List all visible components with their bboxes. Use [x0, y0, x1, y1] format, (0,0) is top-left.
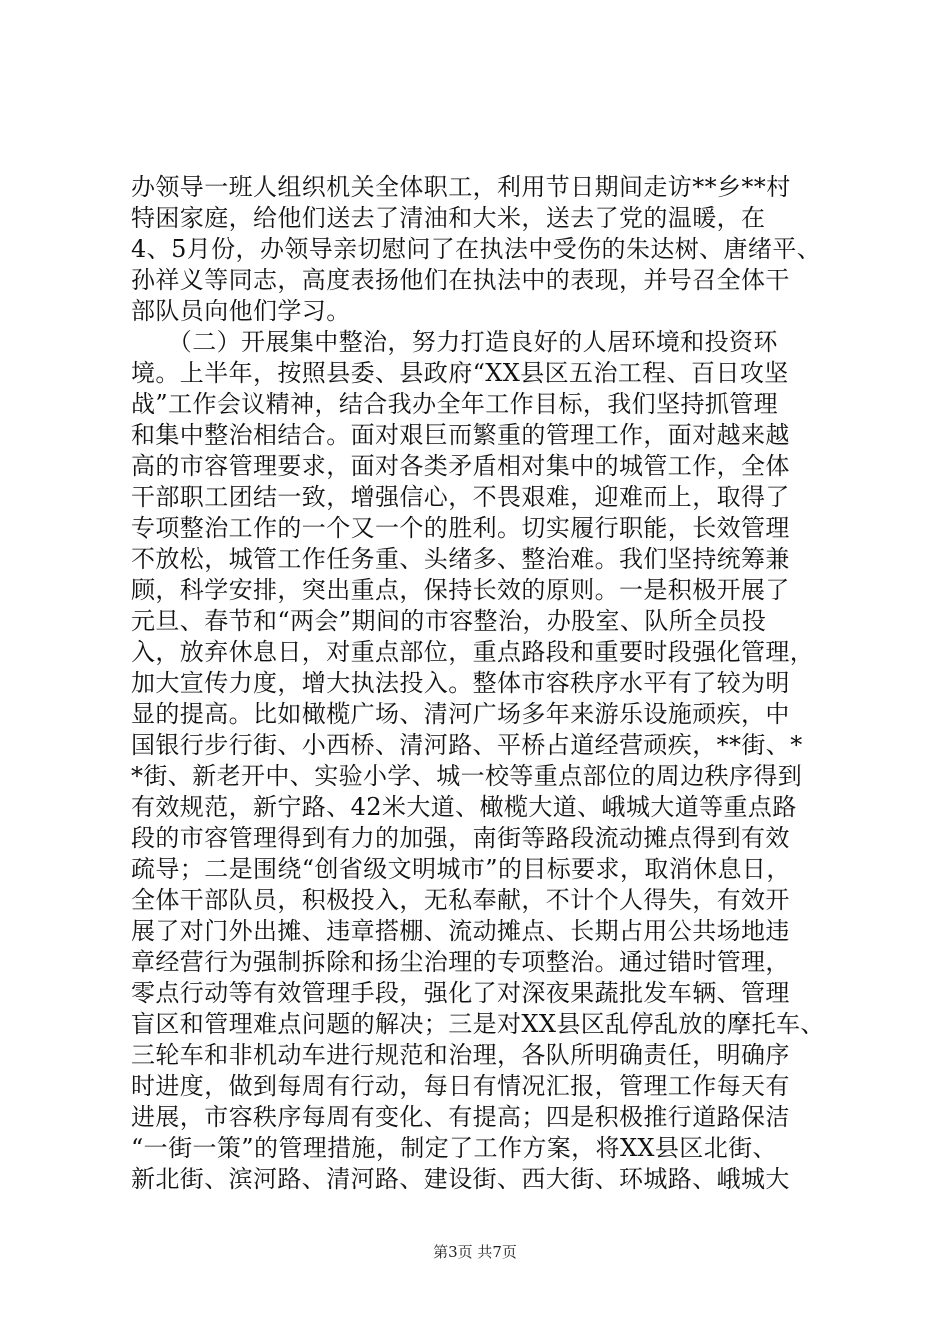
text-line: 特困家庭，给他们送去了清油和大米，送去了党的温暖，在 — [131, 204, 766, 232]
text-line: 新北街、滨河路、清河路、建设街、西大街、环城路、峨城大 — [131, 1165, 790, 1193]
text-line: 进展，市容秩序每周有变化、有提高；四是积极推行道路保洁 — [131, 1103, 790, 1131]
text-line: 部队员向他们学习。 — [131, 297, 351, 325]
text-line: 入，放弃休息日，对重点部位，重点路段和重要时段强化管理， — [131, 638, 815, 666]
text-line: 加大宣传力度，增大执法投入。整体市容秩序水平有了较为明 — [131, 669, 790, 697]
text-line: 展了对门外出摊、违章搭棚、流动摊点、长期占用公共场地违 — [131, 917, 790, 945]
text-line: （二）开展集中整治，努力打造良好的人居环境和投资环 — [131, 328, 778, 356]
text-line: 孙祥义等同志，高度表扬他们在执法中的表现，并号召全体干 — [131, 266, 790, 294]
text-line: 干部职工团结一致，增强信心，不畏艰难，迎难而上，取得了 — [131, 483, 790, 511]
text-line: 段的市容管理得到有力的加强，南街等路段流动摊点得到有效 — [131, 824, 790, 852]
page-footer: 第3页 共7页 — [433, 1243, 517, 1261]
text-line: 元旦、春节和“两会”期间的市容整治，办股室、队所全员投 — [131, 607, 767, 635]
text-line: 高的市容管理要求，面对各类矛盾相对集中的城管工作，全体 — [131, 452, 790, 480]
text-line: 国银行步行街、小西桥、清河路、平桥占道经营顽疾，**街、* — [131, 731, 803, 759]
text-line: 不放松，城管工作任务重、头绪多、整治难。我们坚持统筹兼 — [131, 545, 790, 573]
text-line: 零点行动等有效管理手段，强化了对深夜果蔬批发车辆、管理 — [131, 979, 790, 1007]
text-line: 办领导一班人组织机关全体职工，利用节日期间走访**乡**村 — [131, 173, 791, 201]
text-line: 全体干部队员，积极投入，无私奉献，不计个人得失，有效开 — [131, 886, 790, 914]
text-line: 4、5月份，办领导亲切慰问了在执法中受伤的朱达树、唐绪平、 — [131, 235, 822, 263]
text-line: 境。上半年，按照县委、县政府“XX县区五治工程、百日攻坚 — [131, 359, 789, 387]
text-line: 章经营行为强制拆除和扬尘治理的专项整治。通过错时管理， — [131, 948, 790, 976]
body-text — [131, 172, 829, 1195]
text-line: 专项整治工作的一个又一个的胜利。切实履行职能，长效管理 — [131, 514, 790, 542]
text-line: 战”工作会议精神，结合我办全年工作目标，我们坚持抓管理 — [131, 390, 779, 418]
text-line: 有效规范，新宁路、42米大道、橄榄大道、峨城大道等重点路 — [131, 793, 797, 821]
text-line: 三轮车和非机动车进行规范和治理，各队所明确责任，明确序 — [131, 1041, 790, 1069]
text-line: 时进度，做到每周有行动，每日有情况汇报，管理工作每天有 — [131, 1072, 790, 1100]
text-line: “一街一策”的管理措施，制定了工作方案，将XX县区北街、 — [131, 1134, 777, 1162]
text-line: 疏导；二是围绕“创省级文明城市”的目标要求，取消休息日， — [131, 855, 791, 883]
text-line: 顾，科学安排，突出重点，保持长效的原则。一是积极开展了 — [131, 576, 790, 604]
text-line: 和集中整治相结合。面对艰巨而繁重的管理工作，面对越来越 — [131, 421, 790, 449]
text-line: *街、新老开中、实验小学、城一校等重点部位的周边秩序得到 — [131, 762, 803, 790]
text-line: 显的提高。比如橄榄广场、清河广场多年来游乐设施顽疾，中 — [131, 700, 790, 728]
text-line: 盲区和管理难点问题的解决；三是对XX县区乱停乱放的摩托车、 — [131, 1010, 825, 1038]
